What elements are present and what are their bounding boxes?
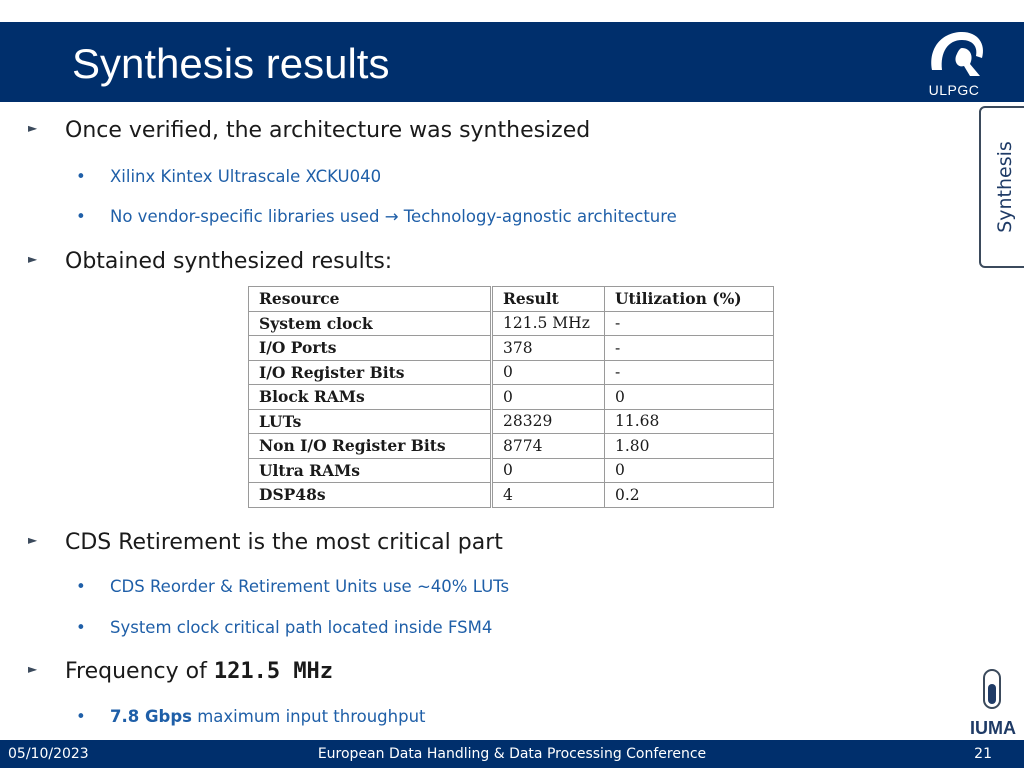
utilization-cell: 0 <box>605 458 774 483</box>
resource-name-cell: LUTs <box>249 409 492 434</box>
resource-name-cell: I/O Register Bits <box>249 360 492 385</box>
column-header-utilization: Utilization (%) <box>605 287 774 312</box>
result-cell: 4 <box>492 483 605 508</box>
bullet-text: CDS Retirement is the most critical part <box>65 530 503 555</box>
table-row <box>249 458 774 483</box>
bullet-text: Frequency of <box>65 659 214 684</box>
slide-header <box>0 22 1024 102</box>
footer-conference-name: European Data Handling & Data Processing Conference <box>317 746 707 762</box>
triangle-bullet-icon: ► <box>28 121 38 135</box>
utilization-cell: 1.80 <box>605 434 774 459</box>
resource-name-cell: DSP48s <box>249 483 492 508</box>
sub-bullet-text: No vendor-specific libraries used → Technology-agnostic architecture <box>110 207 677 226</box>
iuma-logo <box>966 668 1020 740</box>
dot-bullet-icon: • <box>76 207 86 226</box>
table-row <box>249 409 774 434</box>
table-header-row <box>249 287 774 312</box>
column-header-resource: Resource <box>249 287 492 312</box>
sub-bullet-text: System clock critical path located inside FSM4 <box>110 618 493 637</box>
sub-bullet-vendor-agnostic <box>76 207 677 226</box>
dot-bullet-icon: • <box>76 707 86 726</box>
triangle-bullet-icon: ► <box>28 533 38 547</box>
utilization-cell: 0.2 <box>605 483 774 508</box>
iuma-logo-icon <box>966 668 1020 716</box>
sub-bullet-text: Xilinx Kintex Ultrascale XCKU040 <box>110 167 382 186</box>
table-row <box>249 385 774 410</box>
utilization-cell: - <box>605 311 774 336</box>
dot-bullet-icon: • <box>76 618 86 637</box>
dot-bullet-icon: • <box>76 577 86 596</box>
frequency-value: 121.5 MHz <box>213 659 334 684</box>
bullet-architecture-synthesized <box>28 118 590 143</box>
bullet-text: Obtained synthesized results: <box>65 249 393 274</box>
dot-bullet-icon: • <box>76 167 86 186</box>
iuma-logo-text: IUMA <box>970 718 1016 738</box>
result-cell: 121.5 MHz <box>492 311 605 336</box>
slide-footer <box>0 740 1024 768</box>
ulpgc-logo <box>918 26 990 100</box>
footer-page-number: 21 <box>974 746 992 762</box>
table-row <box>249 360 774 385</box>
sub-bullet-text: maximum input throughput <box>191 707 426 726</box>
sub-bullet-luts-usage <box>76 577 509 596</box>
table-row <box>249 483 774 508</box>
section-tab-label: Synthesis <box>994 141 1016 233</box>
resource-name-cell: Non I/O Register Bits <box>249 434 492 459</box>
result-cell: 0 <box>492 458 605 483</box>
table-row <box>249 434 774 459</box>
table-row <box>249 336 774 361</box>
resource-name-cell: Block RAMs <box>249 385 492 410</box>
synthesis-results-table <box>248 286 774 508</box>
sub-bullet-critical-path <box>76 618 492 637</box>
sub-bullet-throughput <box>76 707 426 726</box>
ulpgc-logo-text: ULPGC <box>928 82 980 98</box>
result-cell: 0 <box>492 385 605 410</box>
resource-name-cell: Ultra RAMs <box>249 458 492 483</box>
utilization-cell: - <box>605 360 774 385</box>
utilization-cell: 0 <box>605 385 774 410</box>
section-tab-synthesis[interactable] <box>979 106 1024 268</box>
utilization-cell: - <box>605 336 774 361</box>
page-title: Synthesis results <box>72 40 390 87</box>
bullet-frequency <box>28 659 333 684</box>
throughput-value: 7.8 Gbps <box>110 707 192 726</box>
footer-date: 05/10/2023 <box>8 746 89 762</box>
bullet-cds-retirement <box>28 530 503 555</box>
bullet-obtained-results <box>28 249 392 274</box>
ulpgc-logo-icon <box>918 26 990 82</box>
sub-bullet-text: CDS Reorder & Retirement Units use ~40% LUTs <box>110 577 510 596</box>
resource-name-cell: System clock <box>249 311 492 336</box>
column-header-result: Result <box>492 287 605 312</box>
resource-name-cell: I/O Ports <box>249 336 492 361</box>
triangle-bullet-icon: ► <box>28 662 38 676</box>
result-cell: 378 <box>492 336 605 361</box>
result-cell: 28329 <box>492 409 605 434</box>
bullet-text: Once verified, the architecture was synthesized <box>65 118 591 143</box>
utilization-cell: 11.68 <box>605 409 774 434</box>
table-row <box>249 311 774 336</box>
result-cell: 0 <box>492 360 605 385</box>
triangle-bullet-icon: ► <box>28 252 38 266</box>
result-cell: 8774 <box>492 434 605 459</box>
sub-bullet-device <box>76 167 381 186</box>
